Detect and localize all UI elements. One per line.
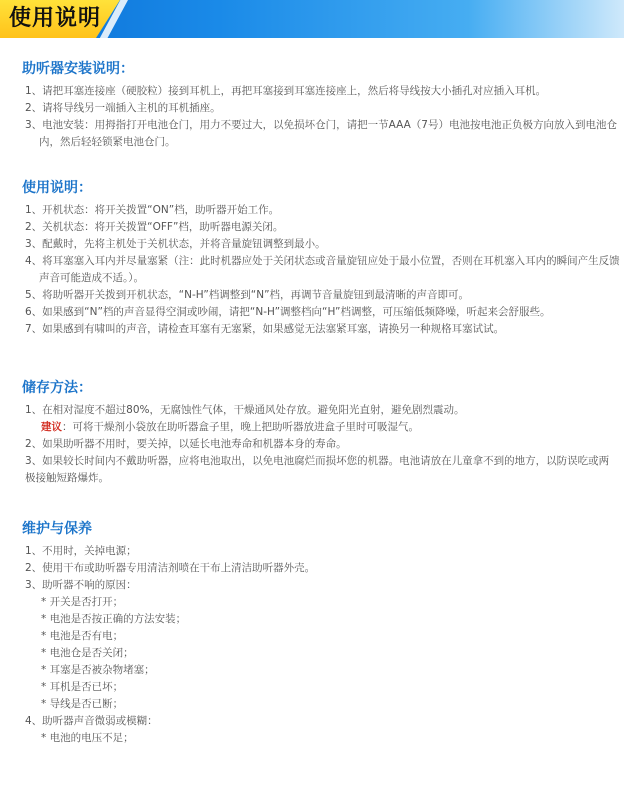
usage-item-2: 2、关机状态：将开关拨置“OFF”档，助听器电源关闭。	[25, 221, 284, 233]
maintenance-heading: 维护与保养	[22, 521, 92, 537]
storage-section	[22, 378, 614, 487]
usage-item-5: 5、将助听器开关拨到开机状态，“N-H”档调整到“N”档，再调节音量旋钮到最清晰的声音即可。	[25, 289, 470, 301]
usage-heading: 使用说明：	[22, 180, 92, 196]
tip-label: 建议	[41, 421, 62, 433]
install-heading: 助听器安装说明：	[22, 61, 134, 77]
maintenance-item-1: 1、不用时，关掉电源；	[25, 545, 137, 557]
usage-item-3: 3、配戴时，先将主机处于关机状态，并将音量旋钮调整到最小。	[25, 238, 326, 250]
page-title: 使用说明	[9, 6, 102, 31]
install-item-3: 3、电池安装：用拇指打开电池仓门，用力不要过大，以免损坏仓门，请把一节AAA（7号）电池按电池正负极方向放入到电池仓内，然后轻轻锁紧电池仓门。	[25, 119, 617, 148]
silence-reason: * 耳塞是否被杂物堵塞；	[41, 664, 155, 676]
maintenance-item-4: 4、助听器声音微弱或模糊：	[25, 715, 158, 727]
silence-reason: * 开关是否打开；	[41, 596, 124, 608]
title-banner	[0, 0, 624, 38]
usage-item-4: 4、将耳塞塞入耳内并尽量塞紧（注：此时机器应处于关闭状态或音量旋钮应处于最小位置，否则在耳机塞入耳内的瞬间产生反馈声音可能造成不适。）。	[25, 255, 620, 284]
storage-item-2: 2、如果助听器不用时，要关掉，以延长电池寿命和机器本身的寿命。	[25, 438, 347, 450]
silence-reason: * 电池仓是否关闭；	[41, 647, 134, 659]
usage-section	[22, 178, 620, 338]
silence-reason: * 电池是否按正确的方法安装；	[41, 613, 187, 625]
weak-sound-reason: * 电池的电压不足；	[41, 732, 134, 744]
silence-reason: * 耳机是否已坏；	[41, 681, 124, 693]
maintenance-item-2: 2、使用干布或助听器专用清洁剂喷在干布上清洁助听器外壳。	[25, 562, 316, 574]
storage-heading: 储存方法：	[22, 380, 92, 396]
silence-reason: * 电池是否有电；	[41, 630, 124, 642]
install-section	[22, 59, 617, 151]
maintenance-section	[22, 519, 614, 747]
install-item-1: 1、请把耳塞连接座（硬胶粒）接到耳机上，再把耳塞接到耳塞连接座上，然后将导线按大小插孔对应插入耳机。	[25, 85, 547, 97]
tip-text: ：可将干燥剂小袋放在助听器盒子里，晚上把助听器放进盒子里时可吸湿气。	[62, 421, 419, 433]
silence-reason: * 导线是否已断；	[41, 698, 124, 710]
usage-item-1: 1、开机状态：将开关拨置“ON”档，助听器开始工作。	[25, 204, 280, 216]
storage-tip	[41, 419, 614, 436]
maintenance-item-3: 3、助听器不响的原因：	[25, 579, 137, 591]
storage-item-1: 1、在相对湿度不超过80%，无腐蚀性气体，干燥通风处存放。避免阳光直射，避免剧烈震动。	[25, 404, 465, 416]
usage-item-7: 7、如果感到有啸叫的声音，请检查耳塞有无塞紧，如果感觉无法塞紧耳塞，请换另一种规格耳塞试试。	[25, 323, 505, 335]
usage-item-6: 6、如果感到“N”档的声音显得空洞或吵闹，请把“N-H”调整档向“H”档调整，可压缩低频降噪，听起来会舒服些。	[25, 306, 551, 318]
install-item-2: 2、请将导线另一端插入主机的耳机插座。	[25, 102, 221, 114]
storage-item-3: 3、如果较长时间内不戴助听器，应将电池取出，以免电池腐烂而损坏您的机器。电池请放在儿童拿不到的地方，以防误吃或两极接触短路爆炸。	[25, 455, 610, 484]
